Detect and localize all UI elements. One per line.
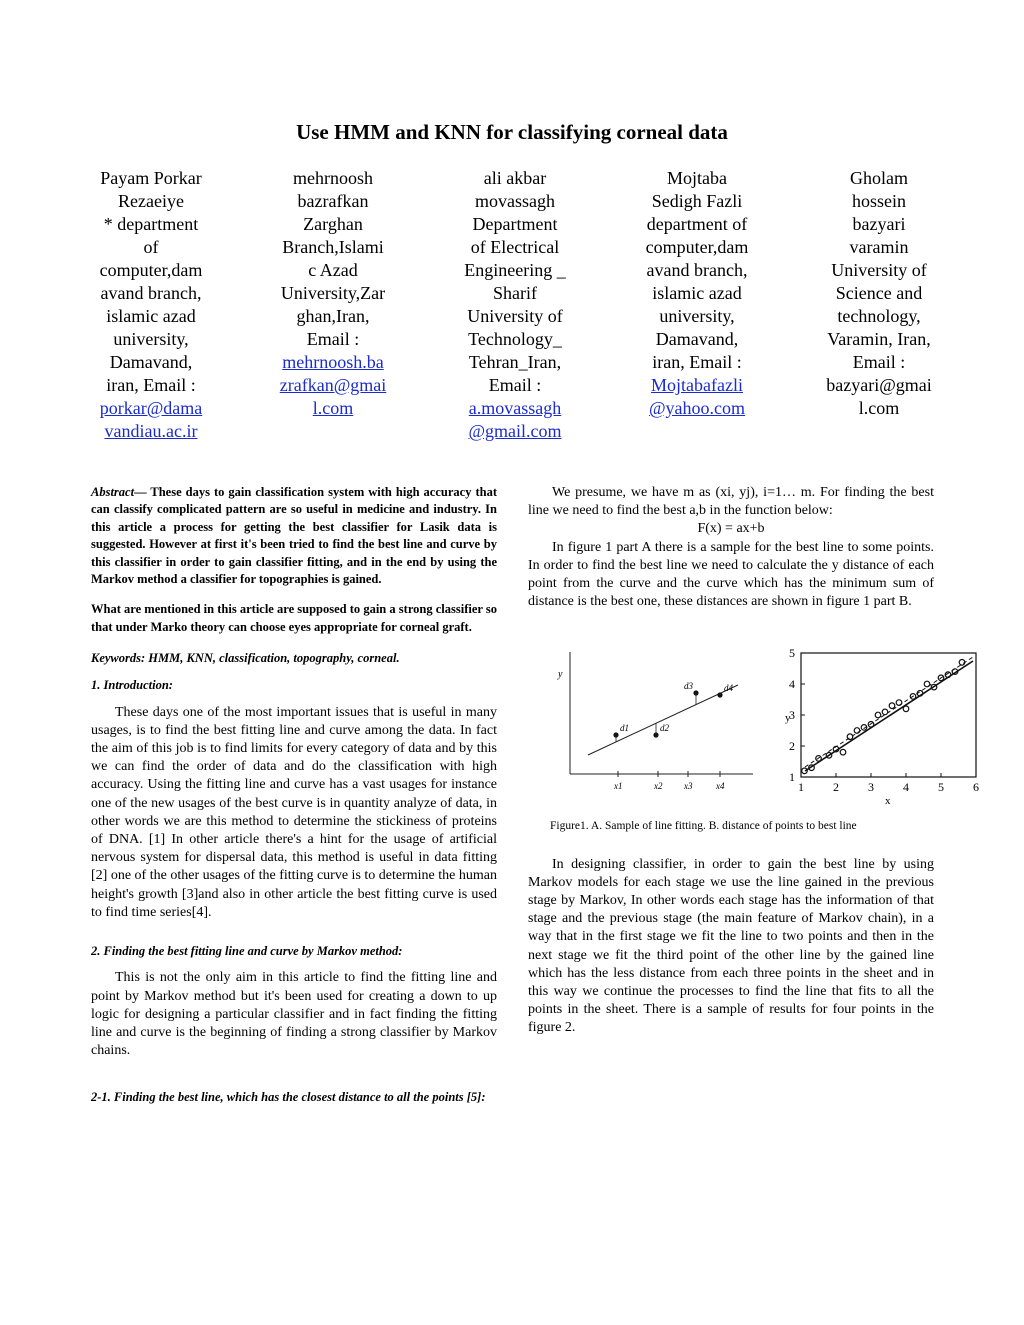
author-affiliation-line: computer,dam xyxy=(99,260,203,280)
author-3 xyxy=(444,167,586,443)
author-affiliation-line: Damavand, xyxy=(109,352,193,372)
fig1a-distance-label: d3 xyxy=(684,681,693,692)
fig1b-dashed-line xyxy=(805,657,973,767)
figure-1b-chart xyxy=(763,647,983,807)
author-affiliation-line: Science and xyxy=(835,283,923,303)
fig1b-data-point xyxy=(840,750,846,756)
right-paragraph-2: In figure 1 part A there is a sample for the best line to some points. In order to find the best line we need to calculate the y distance of each point from the curve and the curve which has the minimum sum of distance is the best one, these distances are shown in figure 1 part B. xyxy=(528,539,934,610)
author-affiliation-line: Damavand, xyxy=(655,329,739,349)
fig1b-data-point xyxy=(896,700,902,706)
fig1b-data-point xyxy=(854,728,860,734)
author-affiliation-line: Sharif xyxy=(493,283,537,303)
fig1b-x-tick-label: 1 xyxy=(798,780,804,795)
author-affiliation-line: * department xyxy=(103,214,199,234)
author-affiliation-line: department of xyxy=(646,214,748,234)
author-email-link[interactable]: zrafkan@gmai xyxy=(279,375,387,395)
author-affiliation-line: technology, xyxy=(837,306,921,326)
fig1b-x-tick-label: 6 xyxy=(973,780,979,795)
author-affiliation-line: Zarghan xyxy=(303,214,363,234)
author-email-link[interactable]: vandiau.ac.ir xyxy=(104,421,198,441)
author-affiliation-line: iran, Email : xyxy=(652,352,742,372)
author-affiliation-line: Engineering _ xyxy=(464,260,566,280)
fig1a-fit-line xyxy=(588,685,738,755)
author-affiliation-line: University,Zar xyxy=(280,283,386,303)
author-affiliation-line: Gholam xyxy=(850,168,908,188)
fig1a-x-tick-label: x2 xyxy=(654,781,663,792)
author-affiliation-line: Department xyxy=(472,214,558,234)
fig1b-x-tick-label: 4 xyxy=(903,780,909,795)
right-paragraph-1: We presume, we have m as (xi, yj), i=1… m. For finding the best line we need to find the best a,b in the function below: xyxy=(528,485,934,519)
author-affiliation-line: computer,dam xyxy=(645,237,749,257)
author-affiliation-line: University of xyxy=(467,306,563,326)
author-email-link[interactable]: @yahoo.com xyxy=(648,398,746,418)
fig1b-data-point xyxy=(889,703,895,709)
author-affiliation-line: islamic azad xyxy=(652,283,742,303)
author-affiliation-line: Technology_ xyxy=(468,329,562,349)
fig1b-data-point xyxy=(959,660,965,666)
author-affiliation-line: ali akbar xyxy=(483,168,547,188)
fig1a-x-tick-label: x3 xyxy=(684,781,693,792)
author-email-link[interactable]: @gmail.com xyxy=(468,421,562,441)
author-affiliation-line: varamin xyxy=(849,237,909,257)
author-affiliation-line: bazyari@gmai xyxy=(826,375,932,395)
fig1b-data-point xyxy=(882,710,888,716)
author-affiliation-line: Rezaeiye xyxy=(118,191,184,211)
fig1b-x-tick-label: 3 xyxy=(868,780,874,795)
paper-title: Use HMM and KNN for classifying corneal data xyxy=(296,120,728,144)
keywords: Keywords: HMM, KNN, classification, topography, corneal. xyxy=(91,651,400,666)
section2-heading: 2. Finding the best fitting line and curve by Markov method: xyxy=(91,944,403,959)
fig1b-y-tick-label: 2 xyxy=(789,739,795,754)
author-2 xyxy=(262,167,404,443)
author-affiliation-line: Email : xyxy=(306,329,360,349)
author-affiliation-line: bazrafkan xyxy=(297,191,369,211)
fig1b-data-point xyxy=(875,713,881,719)
figure-1 xyxy=(548,647,988,807)
figure-1-caption: Figure1. A. Sample of line fitting. B. distance of points to best line xyxy=(550,820,857,833)
author-affiliation-line: islamic azad xyxy=(106,306,196,326)
abstract-text: — These days to gain classification system with high accuracy that can classify complicated pattern are so useful in medicine and industry. In this article a process for getting the best classifier for Lasik data is suggested. However at first it's been tried to find the best line and curve by this classifier in order to gain classifier fitting, and in the end by using the Markov method a classifier for topographies is gained. xyxy=(91,485,497,587)
section2-text: This is not the only aim in this article to find the fitting line and point by Markov method but it's been used for creating a down to up logic for designing a particular classifier and in fact finding the fitting line and curve is the beginning of finding a strong classifier by Markov chains. xyxy=(91,970,497,1059)
author-affiliation-line: Sedigh Fazli xyxy=(651,191,743,211)
abstract xyxy=(91,484,497,588)
author-email-link[interactable]: l.com xyxy=(312,398,354,418)
author-affiliation-line: University of xyxy=(831,260,927,280)
fig1a-distance-label: d1 xyxy=(620,723,629,734)
abstract-paragraph-2: What are mentioned in this article are supposed to gain a strong classifier so that under Marko theory can choose eyes appropriate for corneal graft. xyxy=(91,602,497,634)
author-email-link[interactable]: Mojtabafazli xyxy=(651,375,743,395)
fig1a-x-tick-label: x1 xyxy=(614,781,623,792)
author-affiliation-line: bazyari xyxy=(852,214,906,234)
author-affiliation-line: ghan,Iran, xyxy=(296,306,370,326)
right-paragraph-3: In designing classifier, in order to gain the best line by using Markov models for each stage we use the line gained in the previous stage by Markov, In other words each stage has the information of that stage and the previous stage (the main feature of Markov chain), in a way that in the first stage we fit the line to two points and then in the next stage we fit the third point of the other line by the gained line which has the less distance from each three points in the sheet and in this way we continue the processes to find the line that fits to all the points in the sheet. There is a sample of results for four points in the figure 2. xyxy=(528,856,934,1036)
figure-1a xyxy=(548,647,758,807)
author-affiliation-line: movassagh xyxy=(475,191,555,211)
fig1a-x-tick-label: x4 xyxy=(716,781,725,792)
author-affiliation-line: Varamin, Iran, xyxy=(827,329,931,349)
fig1b-plot-frame xyxy=(801,653,976,777)
author-affiliation-line: hossein xyxy=(852,191,906,211)
author-block xyxy=(80,167,950,443)
fig1b-y-tick-label: 5 xyxy=(789,647,795,661)
author-affiliation-line: mehrnoosh xyxy=(293,168,373,188)
author-affiliation-line: c Azad xyxy=(308,260,358,280)
author-1 xyxy=(80,167,222,443)
author-email-link[interactable]: a.movassagh xyxy=(468,398,562,418)
intro-heading: 1. Introduction: xyxy=(91,678,173,693)
fig1b-x-tick-label: 2 xyxy=(833,780,839,795)
fig1b-y-tick-label: 1 xyxy=(789,770,795,785)
fig1b-data-point xyxy=(924,682,930,688)
fig1a-distance-label: d4 xyxy=(724,683,733,694)
author-affiliation-line: of Electrical xyxy=(470,237,560,257)
author-5 xyxy=(808,167,950,443)
author-affiliation-line: iran, Email : xyxy=(106,375,196,395)
fig1b-data-point xyxy=(903,706,909,712)
fig1b-x-label: x xyxy=(885,795,891,808)
author-affiliation-line: avand branch, xyxy=(646,260,748,280)
fig1b-data-point xyxy=(847,734,853,740)
author-4 xyxy=(626,167,768,443)
left-column xyxy=(91,484,497,1116)
fig1b-y-tick-label: 4 xyxy=(789,677,795,692)
author-email-link[interactable]: mehrnoosh.ba xyxy=(282,352,384,372)
author-affiliation-line: of xyxy=(143,237,159,257)
author-affiliation-line: avand branch, xyxy=(100,283,202,303)
fig1b-y-label: y xyxy=(785,712,791,725)
author-affiliation-line: Email : xyxy=(488,375,542,395)
fig1b-x-tick-label: 5 xyxy=(938,780,944,795)
section21-heading: 2-1. Finding the best line, which has the closest distance to all the points [5]: xyxy=(91,1090,486,1105)
author-affiliation-line: Payam Porkar xyxy=(100,168,202,188)
author-affiliation-line: university, xyxy=(113,329,189,349)
author-email-link[interactable]: porkar@dama xyxy=(99,398,203,418)
author-affiliation-line: Branch,Islami xyxy=(282,237,384,257)
fig1a-y-label: y xyxy=(558,669,563,681)
author-affiliation-line: Mojtaba xyxy=(667,168,727,188)
intro-text: These days one of the most important issues that is useful in many usages, is to find the best fitting line and curve among the data. In fact the aim of this job is to find limits for every category of data and by this we can find the order of data and do the classification with high accuracy. Using the fitting line and curve has a vast usages for instance one of the new usages of the best curve is in quantity analyze of data, in other words we are this method to determine the stickiness of proteins of DNA. [1] In other article there's a hint for the usage of artificial nervous system for dispersal data, this method is useful in data fitting [2] one of the other usages of the fitting curve is to determine the human height's growth [3]and also in other article the best fitting curve is used to find time series[4]. xyxy=(91,704,497,920)
author-affiliation-line: Tehran_Iran, xyxy=(468,352,562,372)
formula: F(x) = ax+b xyxy=(697,521,765,537)
author-affiliation-line: l.com xyxy=(858,398,900,418)
fig1b-y-tick-label: 3 xyxy=(789,708,795,723)
fig1a-distance-label: d2 xyxy=(660,723,669,734)
abstract-label: Abstract xyxy=(91,485,135,499)
right-column xyxy=(528,484,979,1048)
author-affiliation-line: university, xyxy=(659,306,735,326)
author-affiliation-line: Email : xyxy=(852,352,906,372)
